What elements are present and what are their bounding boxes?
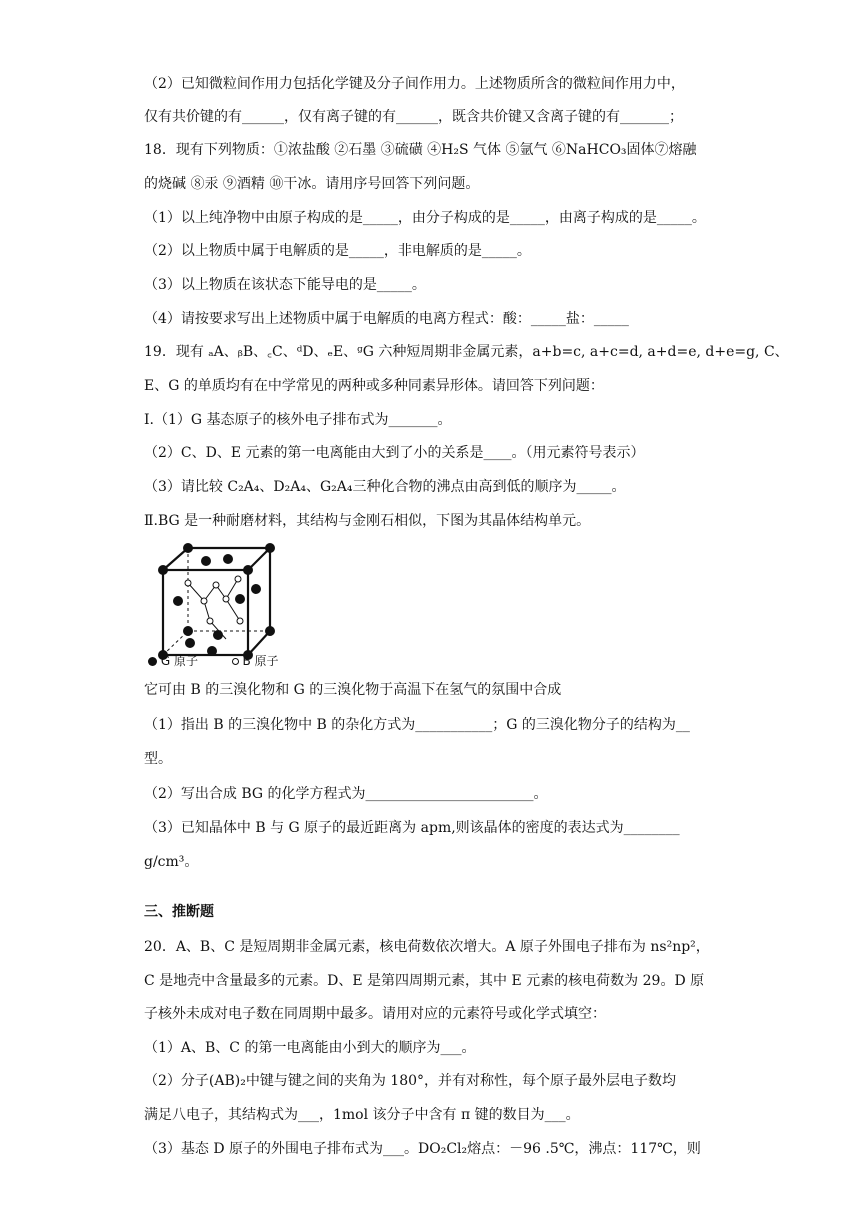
text-line-25: （2）分子(AB)₂中键与键之间的夹角为 180°，并有对称性，每个原子最外层电子数均 — [144, 1073, 677, 1089]
text-line-7: （3）以上物质在该状态下能导电的是_____。 — [144, 277, 426, 293]
b-atom-marker — [232, 658, 239, 665]
question-18: 18．现有下列物质：①浓盐酸 ②石墨 ③硫磺 ④H₂S 气体 ⑤氩气 ⑥NaHCO₃固体⑦熔融 — [144, 142, 697, 158]
text-line-5: （1）以上纯净物中由原子构成的是_____，由分子构成的是_____，由离子构成的是_____。 — [144, 210, 706, 226]
question-19: 19．现有 ₐA、ᵦB、꜀C、ᵈD、ₑE、ᵍG 六种短周期非金属元素，a+b=c, a+c=d, a+d=e, d+e=g, C、 — [144, 344, 789, 360]
text-line-4: 的烧碱 ⑧汞 ⑨酒精 ⑩干冰。请用序号回答下列问题。 — [144, 176, 480, 192]
text-line-15: 它可由 B 的三溴化物和 G 的三溴化物于高温下在氢气的氛围中合成 — [144, 682, 562, 698]
g-atom-marker — [148, 657, 157, 666]
text-line-27: （3）基态 D 原子的外围电子排布式为___。DO₂Cl₂熔点：－96 .5℃，沸点：117℃，则 — [144, 1141, 701, 1157]
text-line-6: （2）以上物质中属于电解质的是_____，非电解质的是_____。 — [144, 243, 531, 259]
g-atom-label: G 原子 — [160, 654, 198, 668]
text-line-16: （1）指出 B 的三溴化物中 B 的杂化方式为___________；G 的三溴化物分子的结构为__ — [144, 717, 690, 733]
text-line-19: （3）已知晶体中 B 与 G 原子的最近距离为 apm,则该晶体的密度的表达式为________ — [144, 820, 680, 836]
text-line-24: （1）A、B、C 的第一电离能由小到大的顺序为___。 — [144, 1040, 476, 1056]
text-line-12: （2）C、D、E 元素的第一电离能由大到了小的关系是____。（用元素符号表示） — [144, 445, 645, 461]
text-line-10: E、G 的单质均有在中学常见的两种或多种同素异形体。请回答下列问题： — [144, 378, 604, 394]
text-line-14: Ⅱ.BG 是一种耐磨材料，其结构与金刚石相似，下图为其晶体结构单元。 — [144, 513, 591, 529]
crystal-structure-diagram — [148, 543, 278, 669]
text-line-20: g/cm³。 — [144, 854, 199, 870]
text-line-17: 型。 — [144, 751, 172, 767]
text-line-22: C 是地壳中含量最多的元素。D、E 是第四周期元素，其中 E 元素的核电荷数为 29。D 原 — [144, 973, 705, 989]
text-line-18: （2）写出合成 BG 的化学方程式为________________________。 — [144, 786, 548, 802]
text-line-23: 子核外未成对电子数在同周期中最多。请用对应的元素符号或化学式填空： — [144, 1006, 606, 1022]
text-line-13: （3）请比较 C₂A₄、D₂A₄、G₂A₄三种化合物的沸点由高到低的顺序为_____。 — [144, 479, 626, 495]
question-20: 20．A、B、C 是短周期非金属元素，核电荷数依次增大。A 原子外围电子排布为 ns²np²， — [144, 939, 710, 955]
text-line-26: 满足八电子，其结构式为___，1mol 该分子中含有 π 键的数目为___。 — [144, 1107, 580, 1123]
text-line-1: （2）已知微粒间作用力包括化学键及分子间作用力。上述物质所含的微粒间作用力中， — [144, 76, 685, 92]
text-line-11: I.（1）G 基态原子的核外电子排布式为_______。 — [144, 412, 452, 428]
text-line-8: （4）请按要求写出上述物质中属于电解质的电离方程式：酸：_____盐：_____ — [144, 311, 629, 327]
section-title: 三、推断题 — [144, 904, 214, 920]
b-atom-label: B 原子 — [242, 654, 279, 668]
diagram-legend — [148, 652, 279, 669]
text-line-2: 仅有共价键的有______，仅有离子键的有______，既含共价键又含离子键的有_______； — [144, 109, 683, 125]
